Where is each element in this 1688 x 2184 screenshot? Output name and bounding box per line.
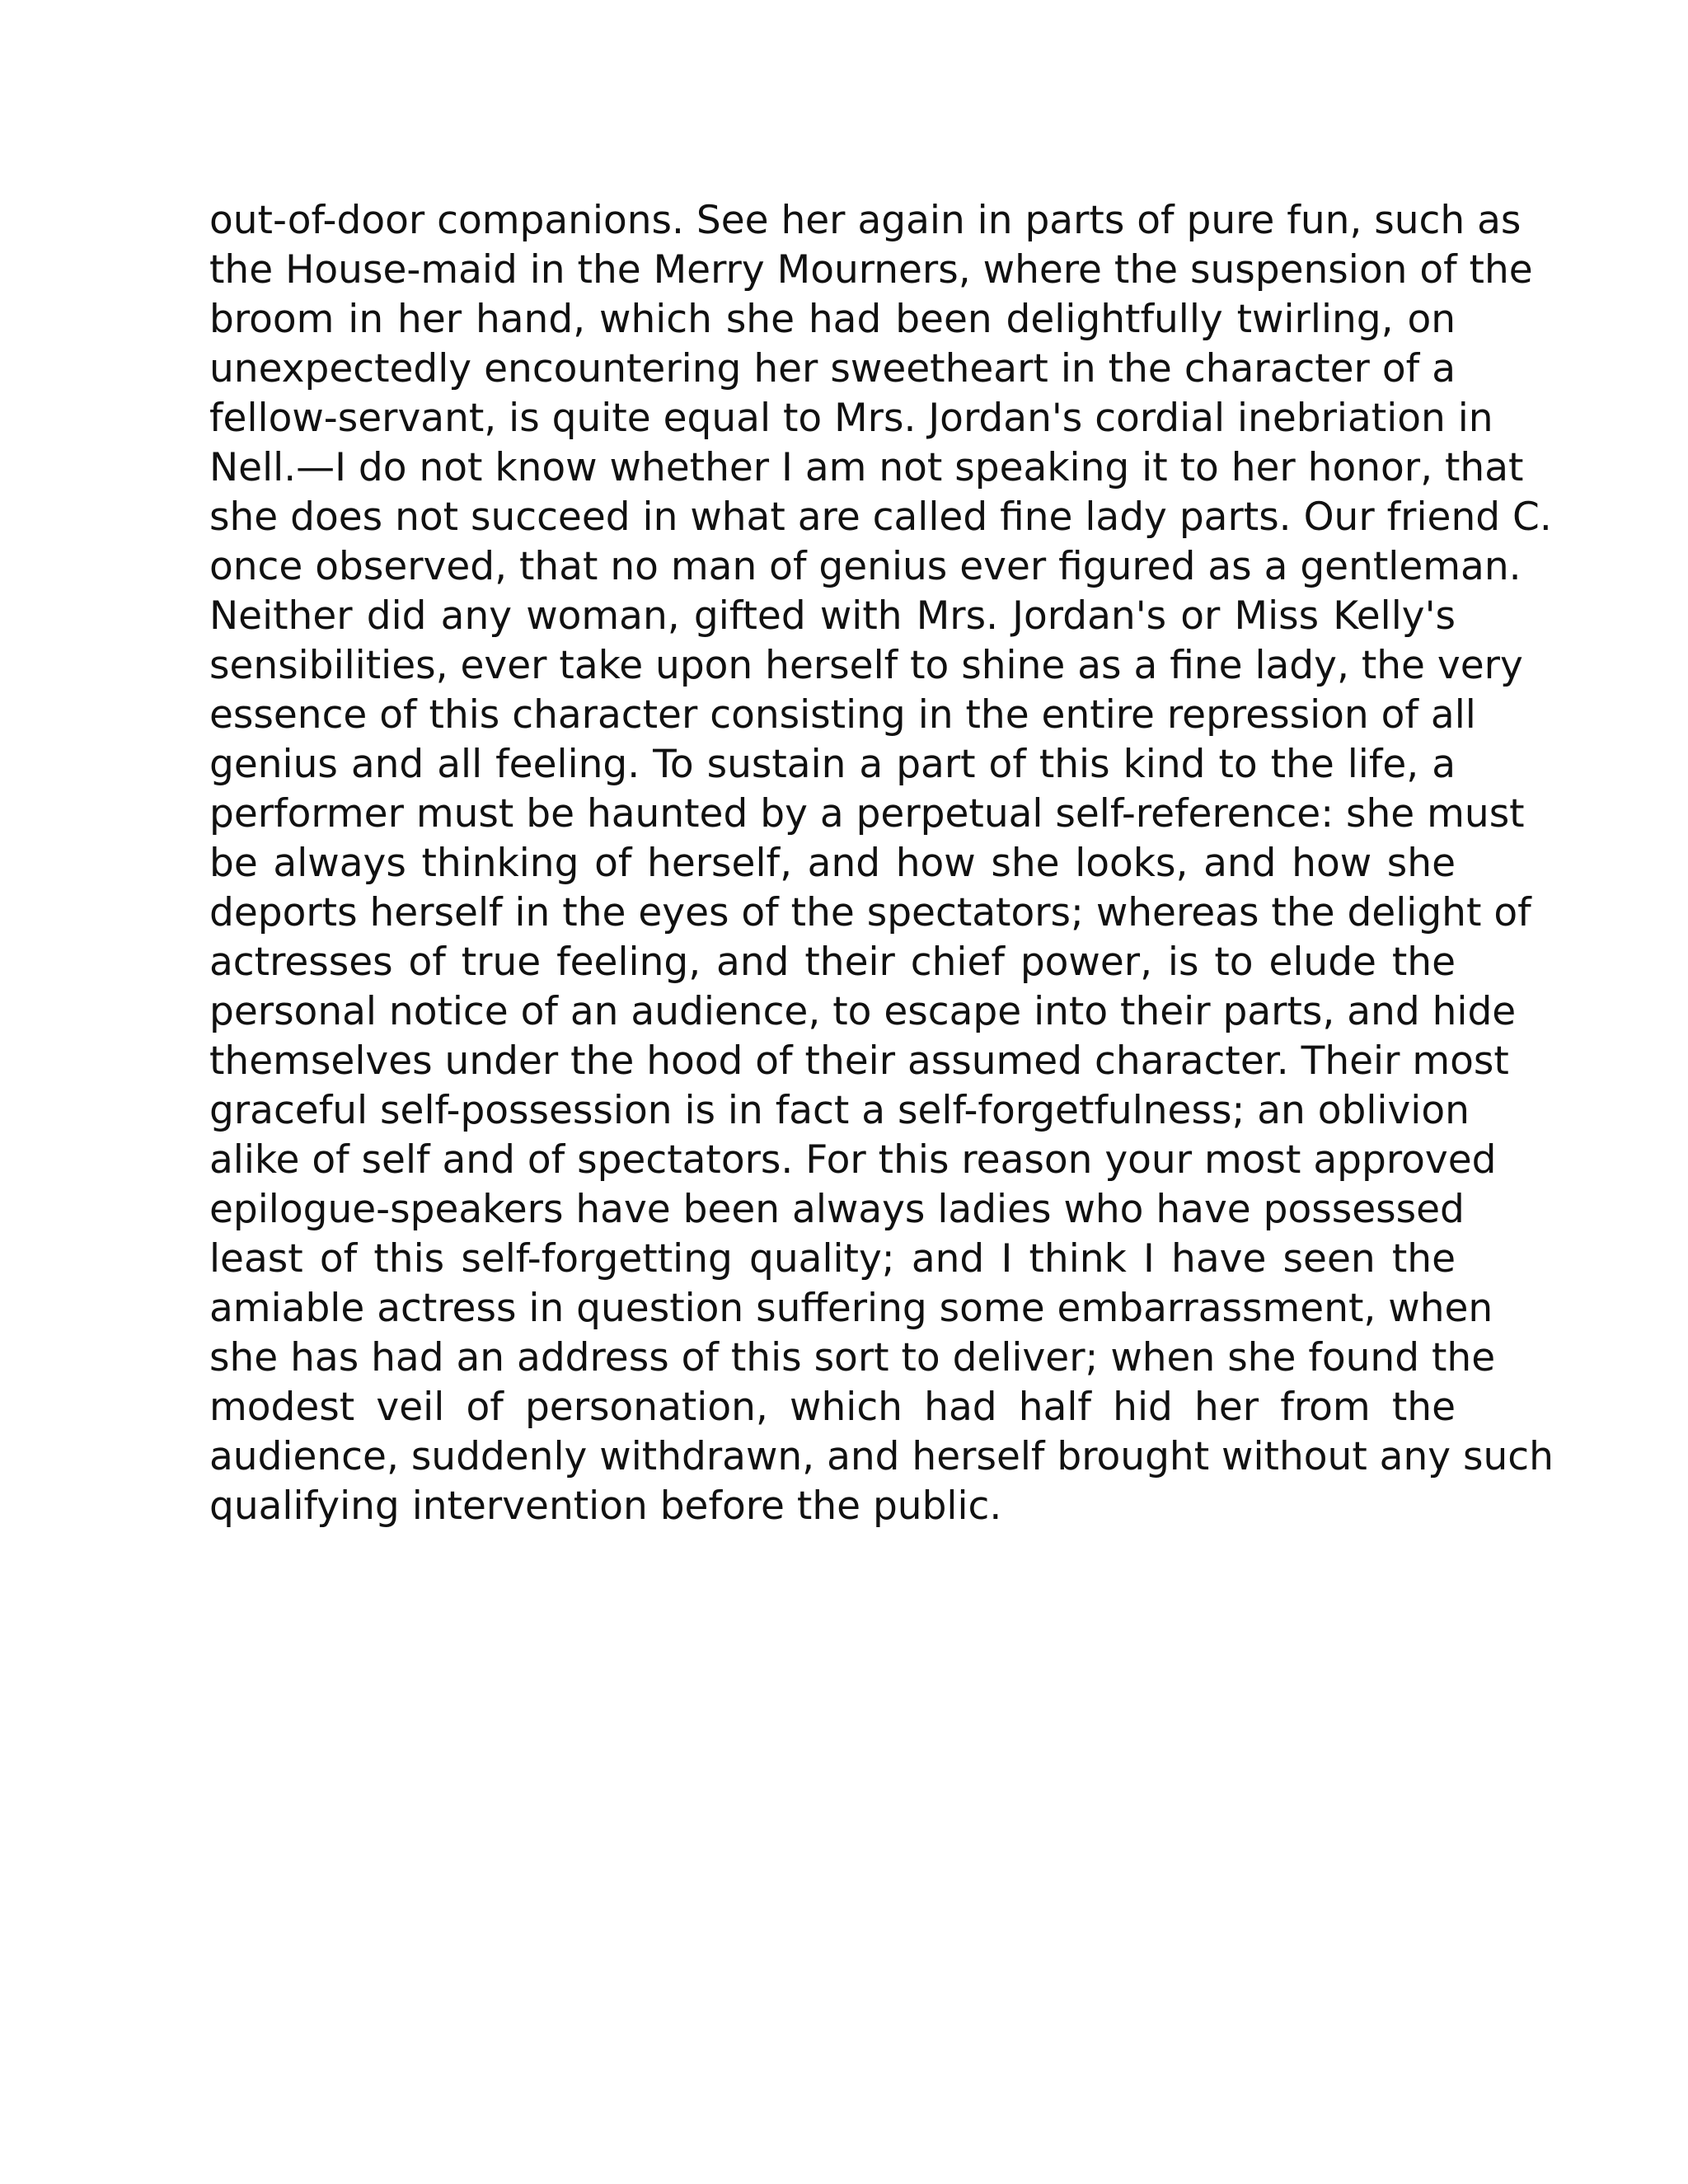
text-line: she has had an address of this sort to deliver; when she found the bbox=[209, 1335, 1496, 1380]
text-line: epilogue-speakers have been always ladies who have possessed bbox=[209, 1187, 1465, 1232]
text-line: essence of this character consisting in the entire repression of all bbox=[209, 692, 1476, 738]
text-line: sensibilities, ever take upon herself to shine as a fine lady, the very bbox=[209, 643, 1523, 688]
text-line: Neither did any woman, gifted with Mrs. Jordan's or Miss Kelly's bbox=[209, 593, 1456, 639]
text-line: fellow-servant, is quite equal to Mrs. Jordan's cordial inebriation in bbox=[209, 396, 1493, 441]
text-line: graceful self-possession is in fact a self-forgetfulness; an oblivion bbox=[209, 1088, 1470, 1133]
text-line: once observed, that no man of genius ever figured as a gentleman. bbox=[209, 544, 1522, 589]
text-line: personal notice of an audience, to escape into their parts, and hide bbox=[209, 989, 1517, 1034]
text-line: broom in her hand, which she had been delightfully twirling, on bbox=[209, 297, 1456, 342]
text-line: audience, suddenly withdrawn, and herself brought without any such bbox=[209, 1434, 1554, 1479]
body-paragraph bbox=[209, 196, 1554, 1531]
text-line: deports herself in the eyes of the spectators; whereas the delight of bbox=[209, 890, 1531, 935]
text-line: performer must be haunted by a perpetual self-reference: she must bbox=[209, 791, 1525, 837]
text-line: actresses of true feeling, and their chief power, is to elude the bbox=[209, 940, 1456, 985]
text-line: genius and all feeling. To sustain a part of this kind to the life, a bbox=[209, 742, 1456, 787]
text-line: out-of-door companions. See her again in parts of pure fun, such as bbox=[209, 198, 1522, 243]
text-line: she does not succeed in what are called fine lady parts. Our friend C. bbox=[209, 494, 1552, 540]
text-line: modest veil of personation, which had half hid her from the bbox=[209, 1385, 1456, 1430]
text-line: amiable actress in question suffering some embarrassment, when bbox=[209, 1286, 1493, 1331]
text-line: be always thinking of herself, and how she looks, and how she bbox=[209, 841, 1456, 886]
text-line: the House-maid in the Merry Mourners, where the suspension of the bbox=[209, 247, 1533, 293]
text-line: Nell.—I do not know whether I am not speaking it to her honor, that bbox=[209, 445, 1524, 490]
text-line: least of this self-forgetting quality; and I think I have seen the bbox=[209, 1236, 1456, 1282]
text-line: qualifying intervention before the public. bbox=[209, 1483, 1002, 1529]
text-line: unexpectedly encountering her sweetheart in the character of a bbox=[209, 346, 1456, 391]
text-line: themselves under the hood of their assumed character. Their most bbox=[209, 1038, 1509, 1084]
text-line: alike of self and of spectators. For this reason your most approved bbox=[209, 1137, 1497, 1183]
